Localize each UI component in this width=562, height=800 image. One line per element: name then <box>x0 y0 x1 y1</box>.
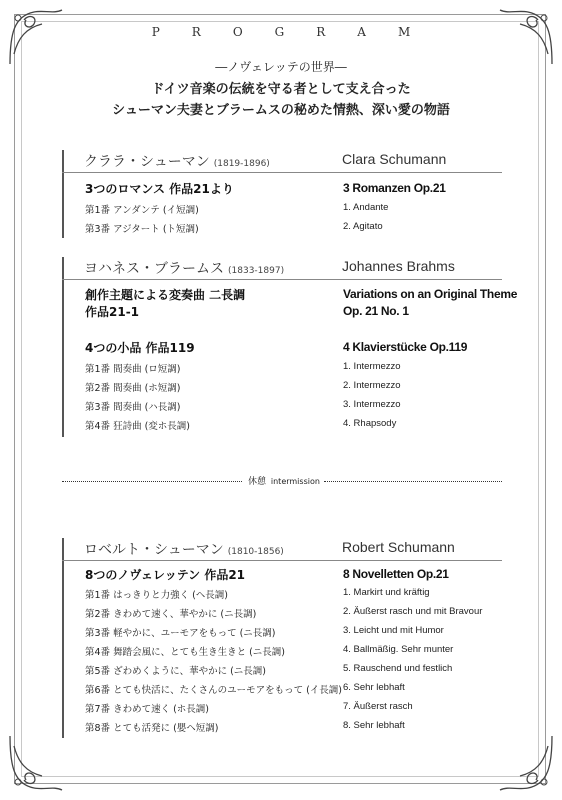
movement-jp: 第3番 アジタート (ト短調) <box>85 224 199 235</box>
movement-jp: 第4番 舞踏会風に、とても生き生きと (ニ長調) <box>85 647 285 658</box>
composer-name-jp: ロベルト・シューマン <box>84 542 224 558</box>
composer-years: (1810-1856) <box>227 547 284 557</box>
dotted-line <box>324 481 502 482</box>
movement-en: 3. Intermezzo <box>343 399 401 410</box>
movement-en: 2. Äußerst rasch und mit Bravour <box>343 606 483 617</box>
movement-jp: 第6番 とても快活に、たくさんのユーモアをもって (イ長調) <box>85 685 342 696</box>
dotted-line <box>62 481 242 482</box>
movement-en: 2. Agitato <box>343 221 383 232</box>
movement-jp: 第2番 間奏曲 (ホ短調) <box>85 383 181 394</box>
movement-en: 4. Ballmäßig. Sehr munter <box>343 644 454 655</box>
work-title-en: 4 Klavierstücke Op.119 <box>343 340 468 354</box>
work-title-jp: 創作主題による変奏曲 二長調 <box>85 288 246 302</box>
intermission-label-en: intermission <box>270 477 320 486</box>
composer-years: (1819-1896) <box>213 159 270 169</box>
corner-ornament-bottom-right <box>494 732 558 796</box>
composer-name-en: Robert Schumann <box>342 539 455 555</box>
movement-en: 1. Markirt und kräftig <box>343 587 430 598</box>
work-title-en: 3 Romanzen Op.21 <box>343 181 446 195</box>
movement-jp: 第1番 アンダンテ (イ短調) <box>85 205 199 216</box>
composer-years: (1833-1897) <box>228 266 285 276</box>
movement-en: 7. Äußerst rasch <box>343 701 413 712</box>
concert-tagline-1: ドイツ音楽の伝統を守る者として支え合った <box>151 82 411 97</box>
work-title-jp: 作品21-1 <box>85 305 140 319</box>
movement-jp: 第8番 とても活発に (嬰ヘ短調) <box>85 723 219 734</box>
composer-name-en: Clara Schumann <box>342 151 447 167</box>
corner-ornament-bottom-left <box>4 732 68 796</box>
movement-en: 6. Sehr lebhaft <box>343 682 405 693</box>
work-title-en: Op. 21 No. 1 <box>343 304 409 318</box>
intermission-label-jp: 休憩 <box>248 477 267 487</box>
movement-en: 1. Intermezzo <box>343 361 401 372</box>
composer-name-jp: ヨハネス・ブラームス <box>84 261 224 277</box>
section-bar-robert <box>62 538 64 738</box>
movement-en: 2. Intermezzo <box>343 380 401 391</box>
work-title-jp: 8つのノヴェレッテン 作品21 <box>85 568 246 582</box>
work-title-jp: 3つのロマンス 作品21より <box>85 182 234 196</box>
movement-jp: 第3番 間奏曲 (ハ長調) <box>85 402 181 413</box>
movement-jp: 第3番 軽やかに、ユーモアをもって (ニ長調) <box>85 628 276 639</box>
work-title-en: Variations on an Original Theme <box>343 287 518 301</box>
movement-en: 5. Rauschend und festlich <box>343 663 453 674</box>
intermission-divider <box>62 474 502 488</box>
movement-en: 3. Leicht und mit Humor <box>343 625 444 636</box>
work-title-jp: 4つの小品 作品119 <box>85 341 195 355</box>
composer-name-jp: クララ・シューマン <box>84 154 210 170</box>
composer-header-brahms <box>62 257 502 280</box>
movement-jp: 第1番 はっきりと力強く (ヘ長調) <box>85 590 228 601</box>
composer-header-robert <box>62 538 502 561</box>
composer-name-en: Johannes Brahms <box>342 258 455 274</box>
movement-en: 1. Andante <box>343 202 389 213</box>
movement-en: 4. Rhapsody <box>343 418 397 429</box>
movement-jp: 第2番 きわめて速く、華やかに (ニ長調) <box>85 609 257 620</box>
movement-jp: 第1番 間奏曲 (ロ短調) <box>85 364 181 375</box>
concert-tagline-2: シューマン夫妻とブラームスの秘めた情熱、深い愛の物語 <box>112 103 450 118</box>
movement-jp: 第4番 狂詩曲 (変ホ長調) <box>85 421 190 432</box>
movement-jp: 第5番 ざわめくように、華やかに (ニ長調) <box>85 666 266 677</box>
concert-theme: ―ノヴェレッテの世界― <box>215 60 347 74</box>
program-title: PROGRAM <box>151 25 443 39</box>
movement-jp: 第7番 きわめて速く (ホ長調) <box>85 704 209 715</box>
movement-en: 8. Sehr lebhaft <box>343 720 405 731</box>
work-title-en: 8 Novelletten Op.21 <box>343 567 449 581</box>
section-bar-brahms <box>62 257 64 437</box>
composer-header-clara <box>62 150 502 173</box>
